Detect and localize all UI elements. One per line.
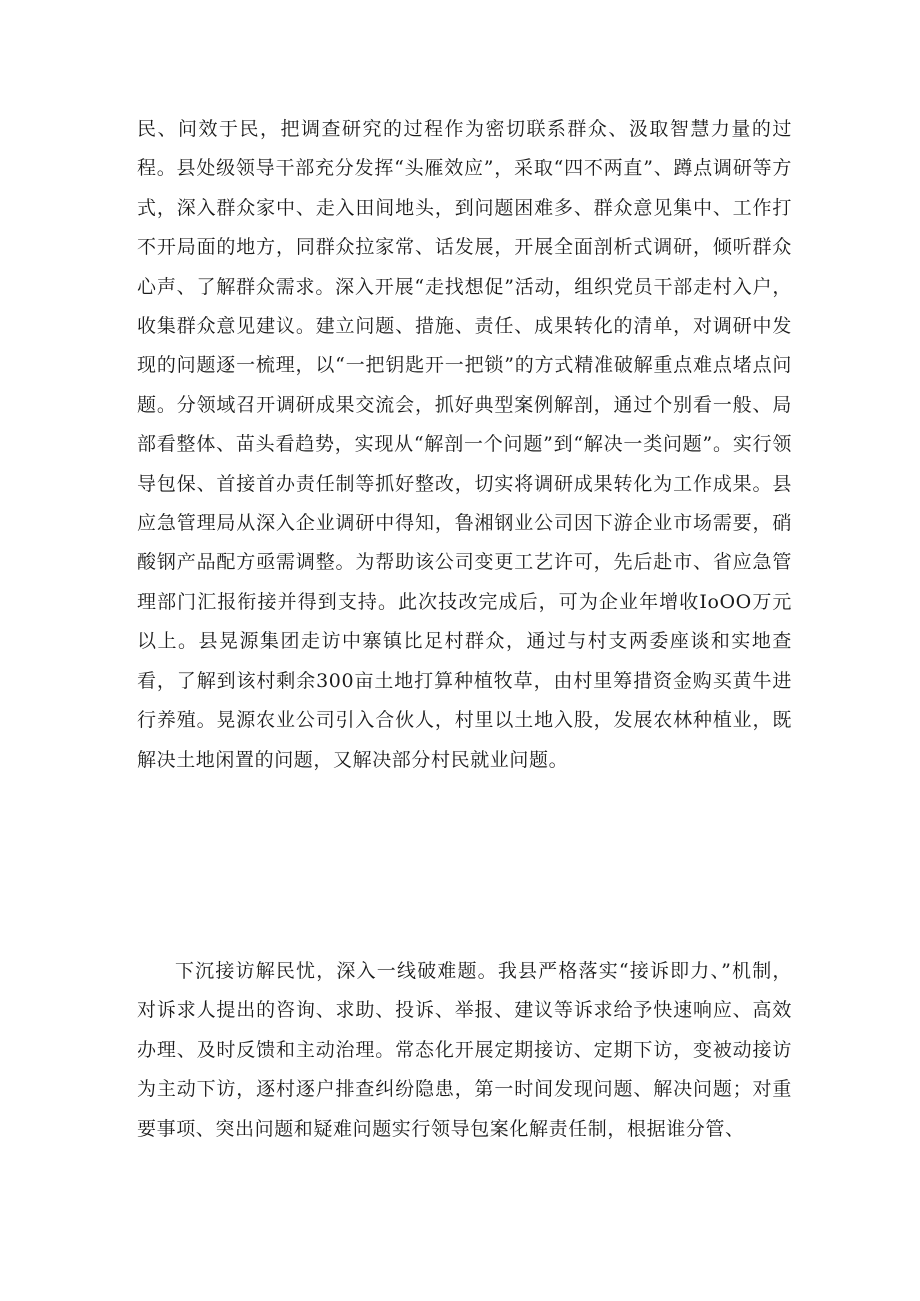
body-paragraph-petition: 下沉接访解民忧，深入一线破难题。我县严格落实“接诉即力、”机制，对诉求人提出的咨询、求助、投诉、举报、建议等诉求给予快速响应、高效办理、及时反馈和主动治理。常态化开展定期接访、定期下访，变被动接访为主动下访，逐村逐户排查纠纷隐患，第一时间发现问题、解决问题；对重要事项、突出问题和疑难问题实行领导包案化解责任制，根据谁分管、 (137, 960, 792, 1140)
body-paragraph-research: 民、问效于民，把调查研究的过程作为密切联系群众、汲取智慧力量的过程。县处级领导干部充分发挥“头雁效应”，采取“四不两直”、蹲点调研等方式，深入群众家中、走入田间地头，到问题困难多、群众意见集中、工作打不开局面的地方，同群众拉家常、话发展，开展全面剖析式调研，倾听群众心声、了解群众需求。深入开展“走找想促”活动，组织党员干部走村入户，收集群众意见建议。建立问题、措施、责任、成果转化的清单，对调研中发现的问题逐一梳理，以“一把钥匙开一把锁”的方式精准破解重点难点堵点问题。分领域召开调研成果交流会，抓好典型案例解剖，通过个别看一般、局部看整体、苗头看趋势，实现从“解剖一个问题”到“解决一类问题”。实行领导包保、首接首办责任制等抓好整改，切实将调研成果转化为工作成果。县应急管理局从深入企业调研中得知，鲁湘钢业公司因下游企业市场需要，硝酸钢产品配方亟需调整。为帮助该公司变更工艺许可，先后赴市、省应急管理部门汇报衔接并得到支持。此次技改完成后，可为企业年增收IoOO万元以上。县晃源集团走访中寨镇比足村群众，通过与村支两委座谈和实地查看，了解到该村剩余300亩土地打算种植牧草，由村里筹措资金购买黄牛进行养殖。晃源农业公司引入合伙人，村里以土地入股，发展农林种植业，既解决土地闲置的问题，又解决部分村民就业问题。 (137, 118, 792, 771)
